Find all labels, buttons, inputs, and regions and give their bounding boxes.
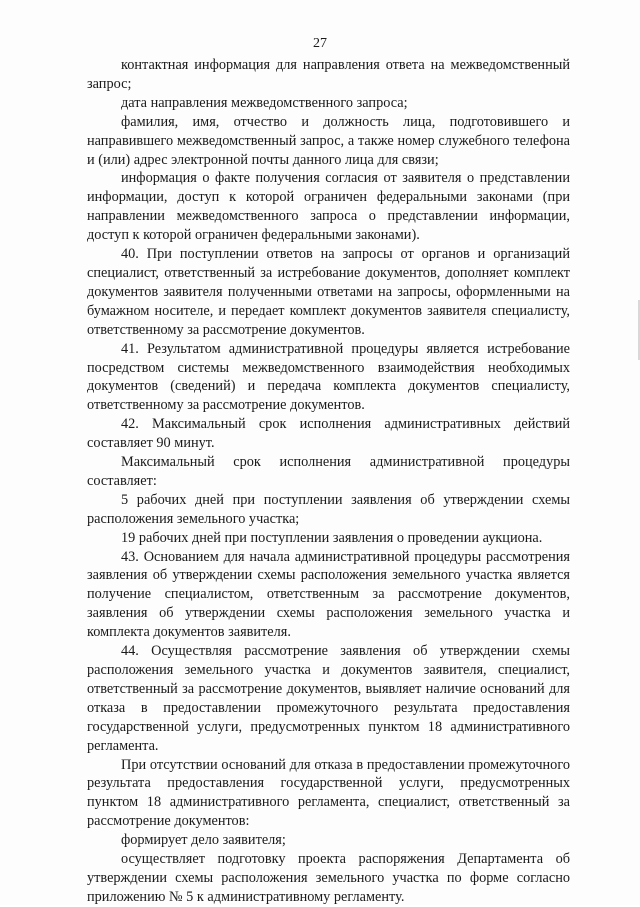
paragraph-forms-case: формирует дело заявителя; (121, 832, 286, 849)
paragraph-40: 40. При поступлении ответов на запросы от органов и организаций специалист, ответственный за истребование документов, дополняет комплект документов заявителя полученными ответами на запросы, оформленными на бумажном носителе, и передает комплект документов заявителя специалисту, ответственному за рассмотрение документов. (87, 246, 570, 338)
page-number: 27 (313, 36, 327, 51)
paragraph-request-date: дата направления межведомственного запроса; (121, 94, 408, 111)
paragraph-term-5-days: 5 рабочих дней при поступлении заявления об утверждении схемы расположения земельного участка; (87, 491, 570, 527)
paragraph-contact-info: контактная информация для направления ответа на межведомственный запрос; (87, 57, 570, 92)
paragraph-42: 42. Максимальный срок исполнения административных действий составляет 90 минут. (87, 416, 570, 452)
document-body (87, 56, 570, 907)
paragraph-term-19-days: 19 рабочих дней при поступлении заявления о проведении аукциона. (121, 529, 543, 546)
paragraph-max-term: Максимальный срок исполнения административной процедуры составляет: (87, 454, 570, 489)
paragraph-prepares-order: осуществляет подготовку проекта распоряжения Департамента об утверждении схемы расположения земельного участка по форме согласно приложению № 5 к административному регламенту. (87, 851, 570, 905)
paragraph-consent-info: информация о факте получения согласия от заявителя о представлении информации, доступ к которой ограничен федеральными законами (при направлении межведомственного запроса о представлении информации, доступ к которой ограничен федеральными законами). (87, 170, 570, 244)
paragraph-41: 41. Результатом административной процедуры является истребование посредством системы межведомственного взаимодействия необходимых документов (сведений) и передача комплекта документов специалисту, ответственному за рассмотрение документов. (87, 340, 570, 414)
paragraph-43: 43. Основанием для начала административной процедуры рассмотрения заявления об утверждении схемы расположения земельного участка является получение специалистом, ответственным за рассмотрение документов, заявления об утверждении схемы расположения земельного участка и комплекта документов заявителя. (87, 548, 570, 641)
paragraph-44: 44. Осуществляя рассмотрение заявления об утверждении схемы расположения земельного участка и документов заявителя, специалист, ответственный за рассмотрение документов, выявляет наличие оснований для отказа в предоставлении промежуточного результата предоставления государственной услуги, предусмотренных пунктом 18 административного регламента. (87, 643, 570, 754)
paragraph-no-grounds: При отсутствии оснований для отказа в предоставлении промежуточного результата предоставления государственной услуги, предусмотренных пунктом 18 административного регламента, специалист, ответственный за рассмотрение документов: (87, 756, 570, 830)
paragraph-requester-details: фамилия, имя, отчество и должность лица, подготовившего и направившего межведомственный запрос, а также номер служебного телефона и (или) адрес электронной почты данного лица для связи; (87, 113, 570, 168)
